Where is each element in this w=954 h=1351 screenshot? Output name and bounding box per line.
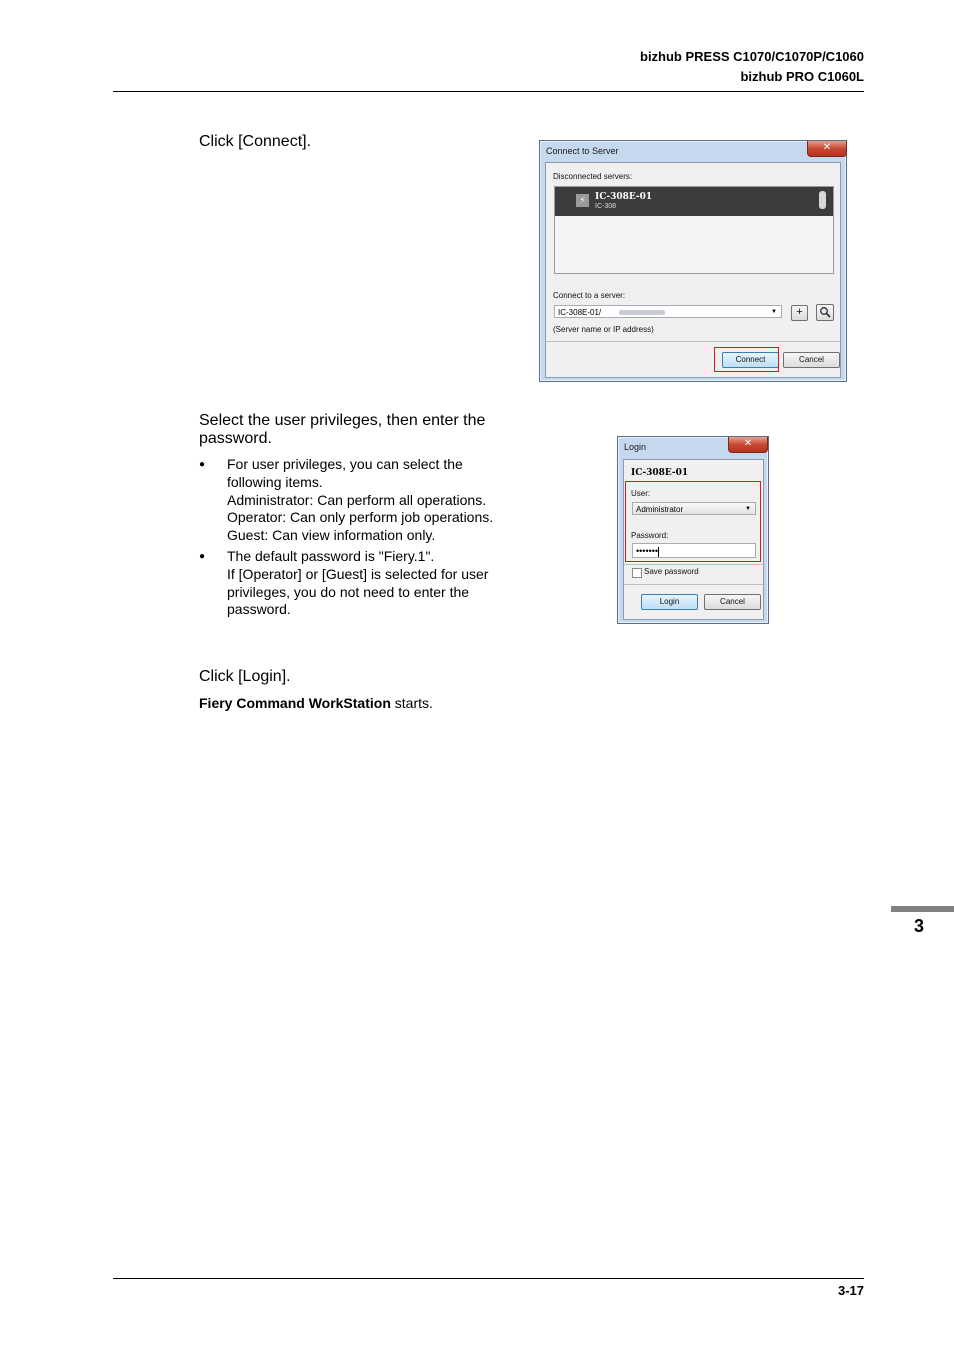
login-button[interactable]: Login [641, 594, 698, 610]
server-model: IC-308 [595, 203, 617, 210]
step-click-connect: Click [Connect]. [199, 133, 312, 150]
chapter-tab-bar [891, 906, 954, 912]
step-select-privileges-line1: Select the user privileges, then enter the [199, 412, 486, 429]
bullet-text: following items. [227, 473, 323, 490]
bullet-text: privileges, you do not need to enter the [227, 583, 470, 600]
server-list-item[interactable] [555, 187, 833, 216]
header-product-line2: bizhub PRO C1060L [740, 69, 864, 84]
add-server-button[interactable]: + [791, 305, 808, 321]
login-dialog-separator-top [624, 564, 763, 565]
header-product-line1: bizhub PRESS C1070/C1070P/C1060 [640, 49, 864, 64]
connect-to-server-dialog [539, 140, 847, 382]
server-name: IC-308E-01 [595, 192, 653, 202]
login-server-name: IC-308E-01 [631, 468, 689, 478]
login-dialog-separator [624, 584, 763, 585]
blurred-ip-address [619, 310, 665, 315]
user-label: User: [631, 489, 651, 498]
password-value: ••••••• [636, 546, 659, 556]
save-password-label: Save password [644, 567, 699, 576]
bullet-text: If [Operator] or [Guest] is selected for user [227, 565, 489, 582]
connect-to-server-label: Connect to a server: [553, 291, 626, 300]
connect-dialog-client [545, 162, 841, 378]
user-select-value: Administrator [636, 505, 684, 514]
cancel-connect-button[interactable]: Cancel [783, 352, 840, 368]
search-icon [819, 306, 831, 318]
header-rule [113, 91, 864, 92]
step-select-privileges-line2: password. [199, 430, 272, 447]
save-password-checkbox[interactable] [632, 568, 642, 578]
step-click-login: Click [Login]. [199, 668, 291, 685]
server-hint: (Server name or IP address) [553, 325, 654, 334]
bullet-password [199, 548, 519, 619]
result-text [199, 695, 433, 711]
connect-dialog-title: Connect to Server [546, 146, 619, 156]
chapter-number: 3 [914, 916, 925, 936]
server-list[interactable] [554, 186, 834, 274]
bullet-text: Guest: Can view information only. [227, 527, 436, 544]
bullet-text: For user privileges, you can select the [227, 456, 463, 472]
bullet-text: Operator: Can only perform job operations. [227, 509, 494, 526]
connect-dialog-close-icon[interactable]: ✕ [807, 141, 847, 157]
disconnected-servers-label: Disconnected servers: [553, 172, 633, 181]
footer-rule [113, 1278, 864, 1279]
bullet-text: The default password is "Fiery.1". [227, 547, 435, 564]
connect-button-highlight [714, 347, 779, 372]
server-address-combo[interactable] [554, 305, 782, 318]
chevron-down-icon: ▼ [771, 309, 777, 315]
login-dialog-close-icon[interactable]: ✕ [728, 437, 768, 453]
bullet-text: Administrator: Can perform all operations. [227, 491, 487, 508]
server-address-value: IC-308E-01/ [558, 308, 602, 317]
server-list-scrollbar[interactable] [819, 191, 826, 209]
bullet-text: password. [227, 601, 291, 618]
result-app-name: Fiery Command WorkStation [199, 695, 391, 711]
credentials-highlight [625, 481, 761, 562]
connect-button[interactable]: Connect [722, 352, 779, 368]
bullet-dot-icon: ● [199, 459, 206, 470]
privileges-notes [199, 456, 519, 622]
page-number: 3-17 [837, 1283, 864, 1298]
bullet-dot-icon: ● [199, 550, 206, 562]
connect-dialog-separator [546, 341, 840, 342]
password-label: Password: [631, 531, 669, 540]
server-icon: ⚡ [576, 194, 589, 207]
cancel-login-button[interactable]: Cancel [704, 594, 761, 610]
login-dialog-title: Login [624, 442, 647, 452]
search-server-button[interactable] [816, 304, 834, 321]
result-rest: starts. [390, 695, 433, 711]
bullet-privileges [199, 456, 519, 545]
chevron-down-icon: ▼ [745, 506, 751, 512]
